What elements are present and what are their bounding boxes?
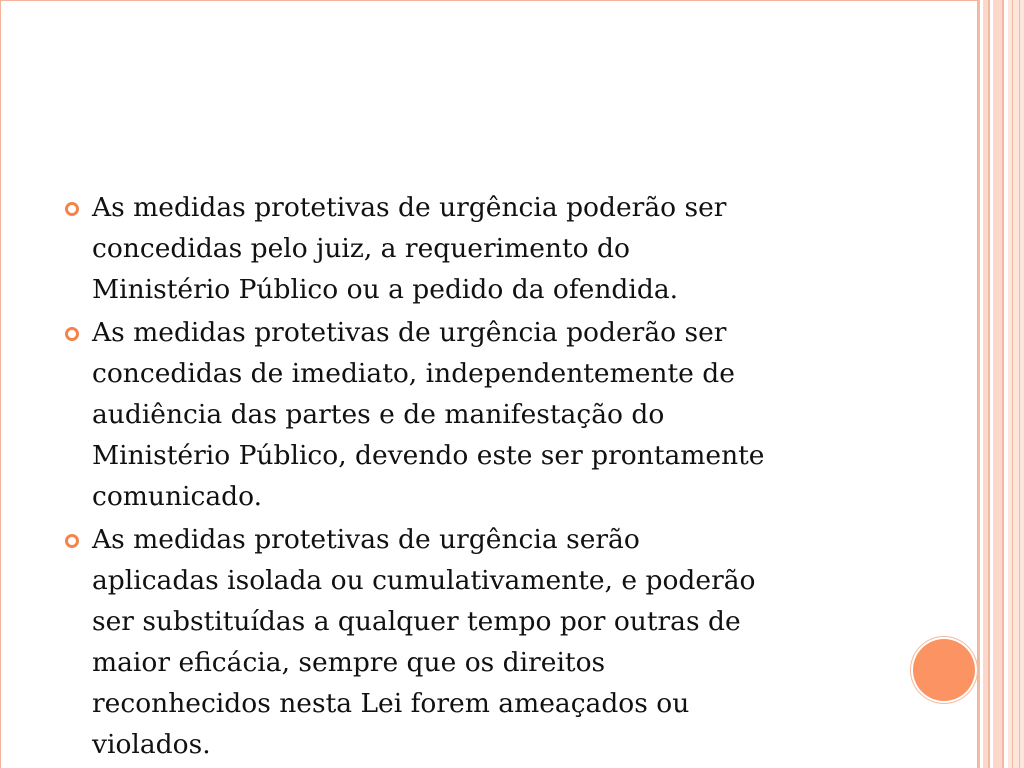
bullet-circle-icon (65, 202, 79, 216)
bullet-item (65, 312, 885, 517)
decorative-stripe (993, 0, 1002, 768)
decorative-stripe (978, 0, 980, 768)
decorative-stripe (1002, 0, 1004, 768)
bullet-list (65, 187, 885, 767)
decorative-circle (913, 639, 975, 701)
decorative-stripe (1012, 0, 1013, 768)
bullet-item (65, 519, 885, 765)
decorative-stripe (1019, 0, 1020, 768)
bullet-circle-icon (65, 327, 79, 341)
bullet-text: As medidas protetivas de urgência serão aplicadas isolada ou cumulativamente, e poderão ser substituídas a qualquer tempo por outras de maior eficácia, sempre que os direitos reconhecidos nesta Lei forem ameaçados ou violados. (92, 524, 756, 760)
decorative-stripe (1008, 0, 1024, 768)
bullet-item (65, 187, 885, 310)
bullet-text: As medidas protetivas de urgência poderão ser concedidas pelo juiz, a requerimento do Ministério Público ou a pedido da ofendida. (92, 192, 727, 305)
decorative-stripe (988, 0, 990, 768)
bullet-circle-icon (65, 534, 79, 548)
bullet-text: As medidas protetivas de urgência poderão ser concedidas de imediato, independentemente de audiência das partes e de manifestação do Ministério Público, devendo este ser prontamente comunicado. (92, 317, 765, 512)
